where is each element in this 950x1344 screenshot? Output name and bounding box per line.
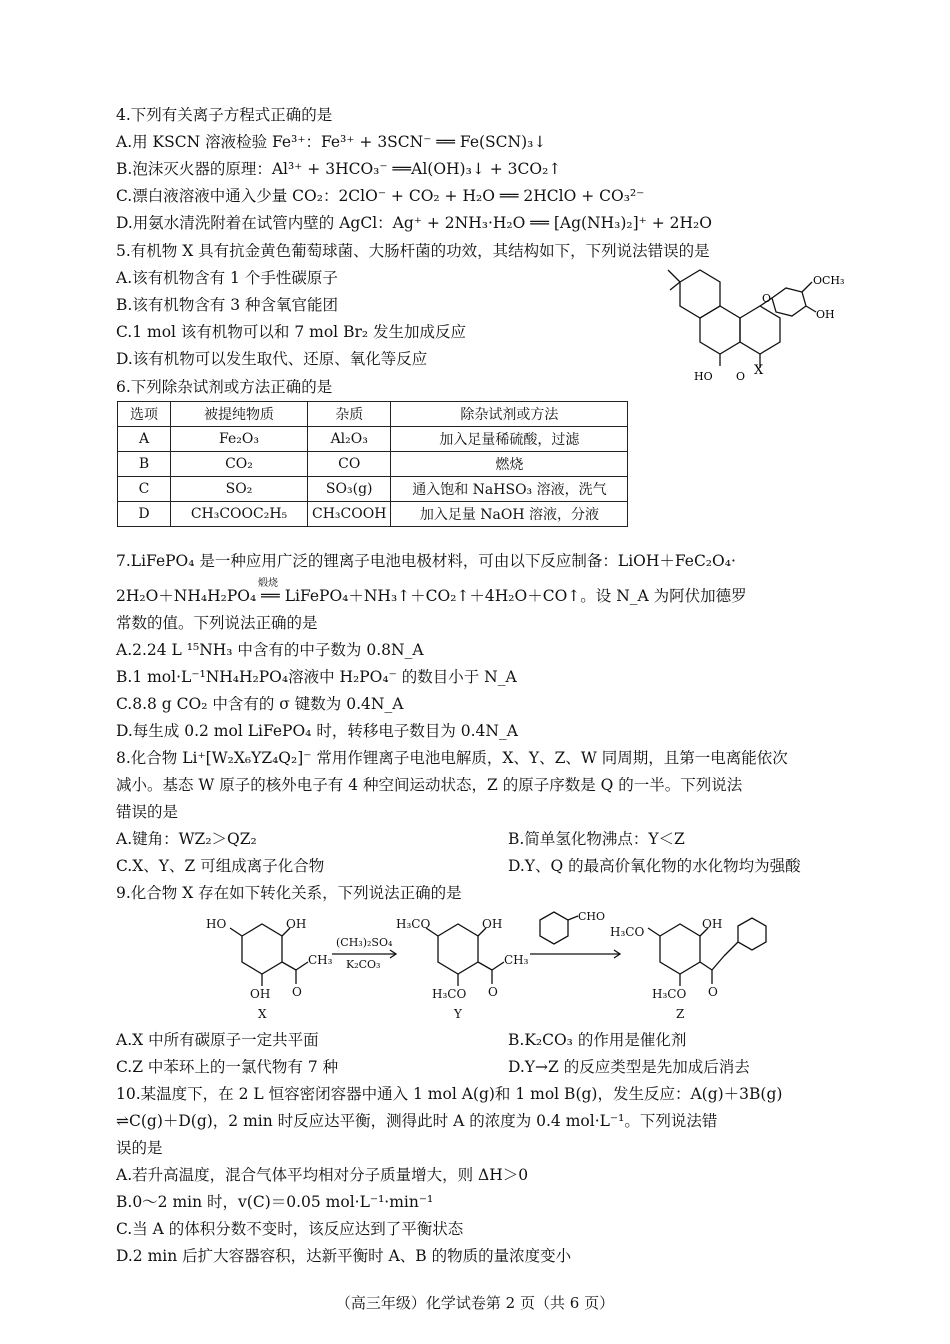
x-oh-label: OH: [286, 917, 307, 931]
table-row: [118, 452, 628, 477]
q10-option-c: C.当 A 的体积分数不变时，该反应达到了平衡状态: [116, 1220, 464, 1238]
y-ch3-label: CH₃: [504, 953, 529, 967]
x-ch3-label: CH₃: [308, 953, 333, 967]
oh-label: OH: [816, 308, 835, 321]
compound-z-label: Z: [676, 1007, 685, 1021]
q10-line3: 误的是: [116, 1139, 163, 1157]
reagent-benzaldehyde-cho: CHO: [578, 910, 606, 923]
q4-option-b: B.泡沫灭火器的原理：Al³⁺ + 3HCO₃⁻ ══Al(OH)₃↓ + 3CO₂↑: [116, 160, 562, 178]
x-ho-label: HO: [206, 917, 227, 931]
table-cell: A: [118, 427, 171, 452]
ketone-o-label: O: [736, 370, 746, 382]
compound-y-label: Y: [454, 1007, 462, 1021]
table-header: 被提纯物质: [171, 402, 308, 427]
reagent-dimethyl-sulfate: (CH₃)₂SO₄: [336, 936, 393, 949]
ring-o-label: O: [762, 292, 772, 305]
z-o-label: O: [708, 985, 718, 999]
table-cell: B: [118, 452, 171, 477]
table-cell: CH₃COOC₂H₅: [171, 502, 308, 527]
q10-line2: ⇌C(g)＋D(g)，2 min 时反应达平衡，测得此时 A 的浓度为 0.4 mol·L⁻¹。下列说法错: [116, 1112, 718, 1130]
table-cell: Al₂O₃: [308, 427, 391, 452]
molecule-name: X: [754, 363, 764, 378]
table-row: [118, 502, 628, 527]
q8-option-c: C.X、Y、Z 可组成离子化合物: [116, 857, 325, 875]
q10-line1: 10.某温度下，在 2 L 恒容密闭容器中通入 1 mol A(g)和 1 mol B(g)，发生反应：A(g)＋3B(g): [116, 1085, 783, 1103]
table-cell: CH₃COOH: [308, 502, 391, 527]
q8-line2: 减小。基态 W 原子的核外电子有 4 种空间运动状态，Z 的原子序数是 Q 的一半。下列说法: [116, 776, 743, 794]
q9-option-a: A.X 中所有碳原子一定共平面: [116, 1031, 319, 1049]
molecule-x-structure: [650, 262, 850, 382]
q7-line3: 常数的值。下列说法正确的是: [116, 614, 318, 632]
q5-option-a: A.该有机物含有 1 个手性碳原子: [116, 269, 338, 287]
q8-option-b: B.简单氢化物沸点：Y＜Z: [508, 830, 685, 848]
q10-option-d: D.2 min 后扩大容器容积，达新平衡时 A、B 的物质的量浓度变小: [116, 1247, 572, 1265]
table-cell: CO₂: [171, 452, 308, 477]
q7-option-c: C.8.8 g CO₂ 中含有的 σ 键数为 0.4N_A: [116, 695, 404, 713]
reagent-k2co3: K₂CO₃: [346, 958, 381, 971]
q7-line1: 7.LiFePO₄ 是一种应用广泛的锂离子电池电极材料，可由以下反应制备：LiOH＋FeC₂O₄·: [116, 552, 736, 570]
x-o-label: O: [292, 985, 302, 999]
q5-option-c: C.1 mol 该有机物可以和 7 mol Br₂ 发生加成反应: [116, 323, 467, 341]
q5-stem: 5.有机物 X 具有抗金黄色葡萄球菌、大肠杆菌的功效，其结构如下，下列说法错误的是: [116, 242, 710, 260]
q9-option-c: C.Z 中苯环上的一氯代物有 7 种: [116, 1058, 339, 1076]
purification-table: [117, 401, 628, 527]
table-cell: 通入饱和 NaHSO₃ 溶液，洗气: [391, 477, 628, 502]
och3-label: OCH₃: [813, 274, 845, 287]
q4-option-c: C.漂白液溶液中通入少量 CO₂：2ClO⁻ + CO₂ + H₂O ══ 2HClO + CO₃²⁻: [116, 187, 645, 205]
q8-line1: 8.化合物 Li⁺[W₂X₆YZ₄Q₂]⁻ 常用作锂离子电池电解质，X、Y、Z、W 同周期，且第一电离能依次: [116, 749, 788, 767]
q7-option-b: B.1 mol·L⁻¹NH₄H₂PO₄溶液中 H₂PO₄⁻ 的数目小于 N_A: [116, 668, 517, 686]
q7-option-a: A.2.24 L ¹⁵NH₃ 中含有的中子数为 0.8N_A: [116, 641, 424, 659]
y-h3co2-label: H₃CO: [432, 987, 467, 1001]
table-cell: SO₂: [171, 477, 308, 502]
y-oh-label: OH: [482, 917, 503, 931]
table-header: 选项: [118, 402, 171, 427]
q5-option-d: D.该有机物可以发生取代、还原、氧化等反应: [116, 350, 428, 368]
q10-option-b: B.0～2 min 时，v(C)＝0.05 mol·L⁻¹·min⁻¹: [116, 1193, 434, 1211]
q4-option-a: A.用 KSCN 溶液检验 Fe³⁺：Fe³⁺ + 3SCN⁻ ══ Fe(SCN)₃↓: [116, 133, 547, 151]
q5-option-b: B.该有机物含有 3 种含氧官能团: [116, 296, 339, 314]
table-row: [118, 427, 628, 452]
q8-line3: 错误的是: [116, 803, 179, 821]
q4-stem: 4.下列有关离子方程式正确的是: [116, 106, 333, 124]
reaction-scheme: [200, 906, 780, 1024]
table-cell: 加入足量稀硫酸，过滤: [391, 427, 628, 452]
table-header: 杂质: [308, 402, 391, 427]
page-footer: （高三年级）化学试卷第 2 页（共 6 页）: [335, 1294, 615, 1312]
q9-stem: 9.化合物 X 存在如下转化关系，下列说法正确的是: [116, 884, 462, 902]
x-oh2-label: OH: [250, 987, 271, 1001]
table-cell: SO₃(g): [308, 477, 391, 502]
table-cell: 加入足量 NaOH 溶液，分液: [391, 502, 628, 527]
q10-option-a: A.若升高温度，混合气体平均相对分子质量增大，则 ΔH＞0: [116, 1166, 529, 1184]
table-cell: Fe₂O₃: [171, 427, 308, 452]
q9-option-b: B.K₂CO₃ 的作用是催化剂: [508, 1031, 687, 1049]
q8-option-d: D.Y、Q 的最高价氧化物的水化物均为强酸: [508, 857, 801, 875]
table-cell: 燃烧: [391, 452, 628, 477]
z-h3co2-label: H₃CO: [652, 987, 687, 1001]
table-row: [118, 477, 628, 502]
q7-option-d: D.每生成 0.2 mol LiFePO₄ 时，转移电子数目为 0.4N_A: [116, 722, 518, 740]
y-h3co-label: H₃CO: [396, 917, 431, 931]
table-cell: CO: [308, 452, 391, 477]
z-oh-label: OH: [702, 917, 723, 931]
table-header: 除杂试剂或方法: [391, 402, 628, 427]
y-o-label: O: [488, 985, 498, 999]
compound-x-label: X: [258, 1007, 267, 1021]
z-h3co-label: H₃CO: [610, 925, 645, 939]
q6-stem: 6.下列除杂试剂或方法正确的是: [116, 378, 333, 396]
table-cell: C: [118, 477, 171, 502]
q7-line2: 2H₂O＋NH₄H₂PO₄ ══ LiFePO₄＋NH₃↑＋CO₂↑＋4H₂O＋CO↑。设 N_A 为阿伏加德罗: [116, 587, 747, 605]
q7-condition: 煅烧: [258, 578, 278, 589]
table-cell: D: [118, 502, 171, 527]
q8-option-a: A.键角：WZ₂＞QZ₂: [116, 830, 257, 848]
table-header-row: [118, 402, 628, 427]
q4-option-d: D.用氨水清洗附着在试管内壁的 AgCl：Ag⁺ + 2NH₃·H₂O ══ [Ag(NH₃)₂]⁺ + 2H₂O: [116, 214, 712, 232]
q9-option-d: D.Y→Z 的反应类型是先加成后消去: [508, 1058, 750, 1076]
ho-label: HO: [694, 370, 713, 382]
